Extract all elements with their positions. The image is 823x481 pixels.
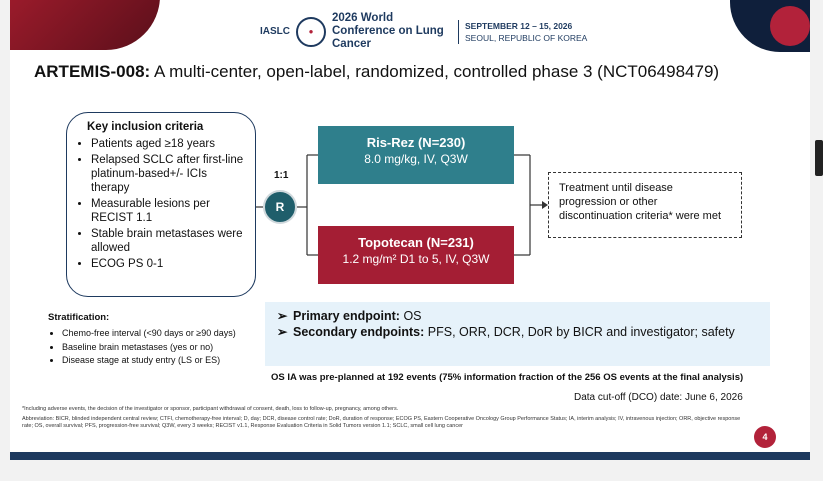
footnotes <box>22 406 782 431</box>
randomization-ratio: 1:1 <box>274 170 289 181</box>
secondary-endpoint-value: PFS, ORR, DCR, DoR by BICR and investigator; safety <box>424 325 735 339</box>
arm-bottom-dose: 1.2 mg/m² D1 to 5, IV, Q3W <box>342 252 490 266</box>
treatment-duration-box: Treatment until disease progression or other discontinuation criteria* were met <box>548 172 742 238</box>
footnote-asterisk: *Including adverse events, the decision of the investigator or sponsor, participant withdrawal of consent, death, loss to follow-up, pregnancy, among others. <box>22 406 399 412</box>
secondary-endpoint-label: Secondary endpoints: <box>293 325 425 339</box>
study-description: A multi-center, open-label, randomized, controlled phase 3 (NCT06498479) <box>150 62 720 81</box>
conference-location: SEOUL, REPUBLIC OF KOREA <box>465 32 588 43</box>
primary-endpoint-label: Primary endpoint: <box>293 309 400 323</box>
arm-bottom-name: Topotecan (N=231) <box>358 235 474 250</box>
inclusion-item: • ECOG PS 0-1 <box>91 257 245 271</box>
inclusion-item: • Measurable lesions per RECIST 1.1 <box>91 197 245 225</box>
iaslc-logo: IASLC <box>260 25 290 37</box>
endpoints-box <box>265 302 770 366</box>
stratification-item: • Baseline brain metastases (yes or no) <box>62 341 236 355</box>
slide <box>10 0 810 460</box>
stratification-list <box>48 327 236 368</box>
randomization-node: R <box>263 190 297 224</box>
os-analysis-note: OS IA was pre-planned at 192 events (75% information fraction of the 256 OS events at the final analysis) <box>271 372 744 383</box>
arm-top-dose: 8.0 mg/kg, IV, Q3W <box>364 152 468 166</box>
arm-topotecan <box>318 226 514 284</box>
study-name: ARTEMIS-008: <box>34 62 151 81</box>
arm-top-name: Ris-Rez (N=230) <box>366 135 466 150</box>
primary-endpoint <box>277 308 758 324</box>
page-number: 4 <box>754 426 776 448</box>
conference-title: 2026 World Conference on Lung Cancer <box>332 12 444 50</box>
conference-dates: SEPTEMBER 12 – 15, 2026 <box>465 20 573 31</box>
arrow-bullet-icon: ➢ <box>277 325 288 339</box>
inclusion-title: Key inclusion criteria <box>87 121 204 133</box>
primary-endpoint-value: OS <box>399 309 422 323</box>
scrollbar-handle[interactable] <box>815 140 823 176</box>
arrow-bullet-icon: ➢ <box>277 309 288 323</box>
stratification-item: • Disease stage at study entry (LS or ES) <box>62 354 236 368</box>
inclusion-item: • Relapsed SCLC after first-line platinum-based+/- ICIs therapy <box>91 153 245 195</box>
footer-bar <box>10 452 810 460</box>
inclusion-list <box>79 137 245 271</box>
inclusion-item: • Patients aged ≥18 years <box>91 137 245 151</box>
footnote-abbreviations: Abbreviation: BICR, blinded independent central review; CTFI, chemotherapy-free interval; D, day; DCR, disease control rate; DoR, duration of response; ECOG PS, Eastern Cooperative Oncology Group Performance Status; IA, interim analysis; IV, intravenous injection; ORR, objective response rate; OS, overall survival; PFS, progression-free survival; Q3W, every 3 weeks; RECIST v1.1, Response Evaluation Criteria in Solid Tumors version 1.1; SCLC, small cell lung cancer <box>22 415 741 429</box>
stratification-title: Stratification: <box>48 312 110 323</box>
inclusion-criteria-box <box>66 112 256 297</box>
data-cutoff-date: Data cut-off (DCO) date: June 6, 2026 <box>574 392 743 403</box>
secondary-endpoint <box>277 324 758 340</box>
inclusion-item: • Stable brain metastases were allowed <box>91 227 245 255</box>
stratification <box>48 312 236 368</box>
arm-ris-rez <box>318 126 514 184</box>
conference-seal-icon: ● <box>296 17 326 47</box>
stratification-item: • Chemo-free interval (<90 days or ≥90 days) <box>62 327 236 341</box>
